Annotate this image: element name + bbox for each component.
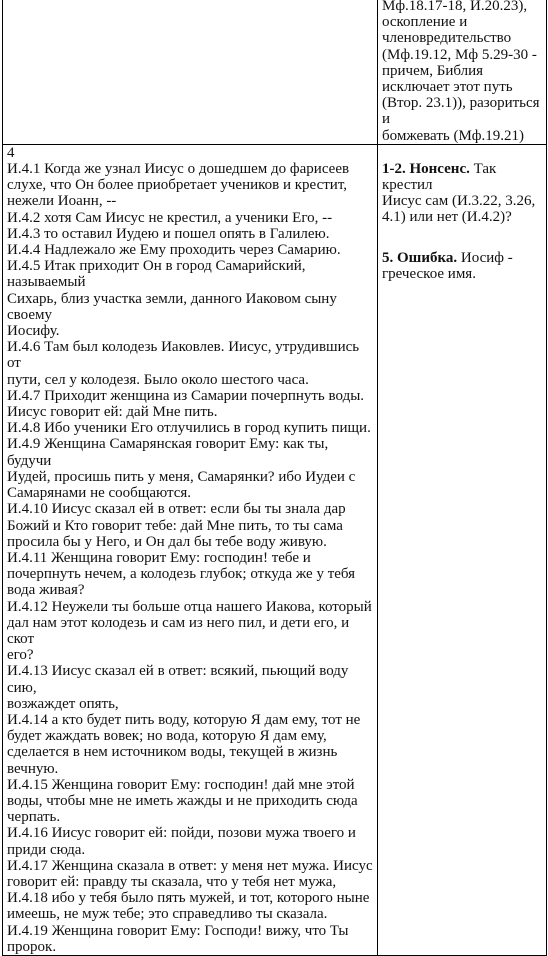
verse-line: Самарянами не сообщаются.: [7, 485, 192, 502]
verse-line: пути, сел у колодезя. Было около шестого часа.: [7, 371, 309, 388]
verse-line: И.4.19 Женщина говорит Ему: Господи! вижу, что Ты: [7, 922, 349, 939]
table-cell-text: [3, 144, 378, 955]
verse-line: дал нам этот колодезь и сам из него пил, и дети его, и скот: [7, 614, 350, 647]
table-cell-notes: [378, 0, 547, 144]
note-text: Так крестил: [382, 160, 497, 194]
note-line: Иисус сам (И.3.22, 3.26,: [382, 193, 536, 210]
verse-line: И.4.8 Ибо ученики Его отлучились в город купить пищи.: [7, 420, 371, 437]
commentary-table: [2, 0, 547, 956]
verse-line: почерпнуть нечем, а колодезь глубок; откуда же у тебя: [7, 566, 356, 583]
verse-line: И.4.18 ибо у тебя было пять мужей, и тот, которого ныне: [7, 890, 370, 907]
chapter-number: 4: [7, 144, 15, 161]
verse-line: пророк.: [7, 938, 57, 955]
note-line: (Мф.19.12, Мф 5.29-30 -: [382, 46, 537, 63]
verse-line: И.4.3 то оставил Иудею и пошел опять в Галилею.: [7, 225, 330, 242]
verse-line: И.4.5 Итак приходит Он в город Самарийский, называемый: [7, 258, 306, 291]
note-line: причем, Библия: [382, 62, 484, 79]
note-text: Иосиф -: [457, 249, 513, 266]
verse-line: нежели Иоанн, --: [7, 193, 117, 210]
verse-line: его?: [7, 647, 34, 664]
verse-line: сделается в нем источником воды, текущей в жизнь: [7, 744, 338, 761]
verse-line: вода живая?: [7, 582, 85, 599]
note-label: 5. Ошибка.: [382, 249, 458, 266]
note-line: оскопление и: [382, 14, 468, 31]
verse-line: Божий и Кто говорит тебе: дай Мне пить, то ты сама: [7, 517, 343, 534]
table-row: [3, 144, 547, 955]
table-cell-empty: [3, 0, 378, 144]
table-row: [3, 0, 547, 144]
verse-line: И.4.16 Иисус говорит ей: пойди, позови мужа твоего и: [7, 825, 356, 842]
note-line: Мф.18.17-18, И.20.23),: [382, 0, 528, 14]
note-line: 4.1) или нет (И.4.2)?: [382, 209, 512, 226]
verse-line: И.4.11 Женщина говорит Ему: господин! тебе и: [7, 549, 311, 566]
verse-list: [7, 161, 373, 955]
verse-line: И.4.14 а кто будет пить воду, которую Я дам ему, тот не: [7, 711, 361, 728]
note-line: бомжевать (Мф.19.21): [382, 127, 525, 144]
verse-line: И.4.17 Женщина сказала в ответ: у меня нет мужа. Иисус: [7, 857, 373, 874]
verse-line: воды, чтобы мне не иметь жажды и не приходить сюда: [7, 792, 358, 809]
verse-line: Иудей, просишь пить у меня, Самарянки? ибо Иудеи с: [7, 468, 356, 485]
verse-line: Иисус говорит ей: дай Мне пить.: [7, 404, 218, 421]
verse-line: имеешь, не муж тебе; это справедливо ты сказала.: [7, 906, 328, 923]
note-line: [382, 161, 542, 193]
verse-line: И.4.13 Иисус сказал ей в ответ: всякий, пьющий воду сию,: [7, 663, 349, 696]
note-line: греческое имя.: [382, 265, 476, 282]
verse-line: И.4.6 Там был колодезь Иаковлев. Иисус, утрудившись от: [7, 339, 360, 372]
table-cell-notes: [378, 144, 547, 955]
verse-line: Иосифу.: [7, 323, 60, 340]
verse-line: слухе, что Он более приобретает учеников и крестит,: [7, 177, 348, 194]
note-line: [382, 250, 542, 266]
verse-line: Сихарь, близ участка земли, данного Иаковом сыну своему: [7, 290, 337, 323]
verse-line: приди сюда.: [7, 841, 86, 858]
verse-line: И.4.12 Неужели ты больше отца нашего Иакова, который: [7, 598, 372, 615]
verse-line: И.4.10 Иисус сказал ей в ответ: если бы ты знала дар: [7, 501, 346, 518]
verse-line: просила бы у Него, и Он дал бы тебе воду живую.: [7, 533, 327, 550]
verse-line: будет жаждать вовек; но вода, которую Я дам ему,: [7, 728, 327, 745]
verse-line: черпать.: [7, 809, 61, 826]
verse-line: говорит ей: правду ты сказала, что у тебя нет мужа,: [7, 873, 337, 890]
note-line: членовредительство: [382, 30, 512, 47]
verse-line: И.4.4 Надлежало же Ему проходить через Самарию.: [7, 242, 341, 259]
verse-line: И.4.9 Женщина Самарянская говорит Ему: как ты, будучи: [7, 436, 329, 469]
verse-line: возжаждет опять,: [7, 695, 119, 712]
verse-line: И.4.7 Приходит женщина из Самарии почерпнуть воды.: [7, 387, 365, 404]
note-line: (Втор. 23.1)), разориться и: [382, 95, 540, 128]
verse-line: И.4.15 Женщина говорит Ему: господин! дай мне этой: [7, 776, 355, 793]
verse-line: вечную.: [7, 760, 59, 777]
verse-line: И.4.2 хотя Сам Иисус не крестил, а ученики Его, --: [7, 209, 333, 226]
note-label: 1-2. Нонсенс.: [382, 160, 470, 177]
note-line: исключает этот путь: [382, 79, 513, 96]
verse-line: И.4.1 Когда же узнал Иисус о дошедшем до фарисеев: [7, 161, 350, 178]
